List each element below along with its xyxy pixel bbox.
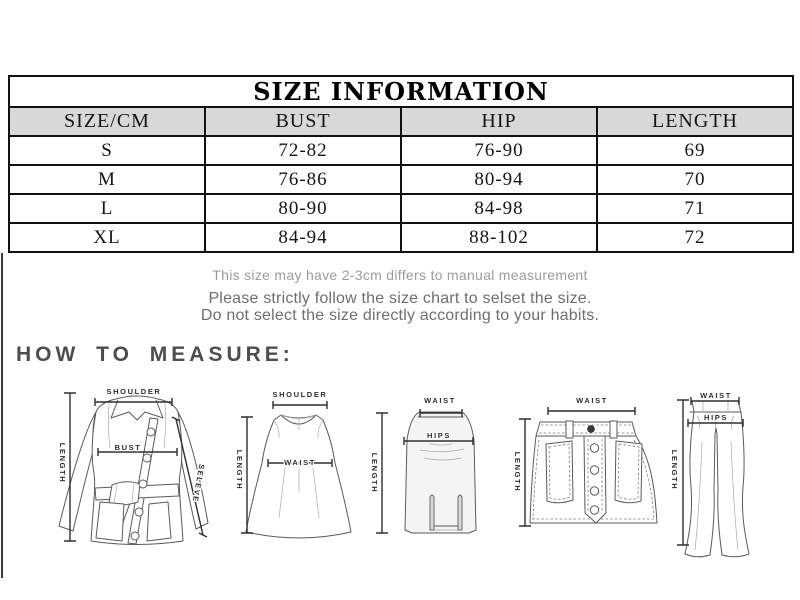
- cell-bust: 76-86: [205, 165, 401, 194]
- size-table-title-row: [9, 76, 793, 107]
- cell-hip: 88-102: [401, 223, 597, 252]
- col-header-bust: BUST: [205, 107, 401, 136]
- cell-length: 70: [597, 165, 793, 194]
- miniskirt-waist-measure-line: [548, 407, 635, 415]
- col-header-size-cm: SIZE/CM: [9, 107, 205, 136]
- table-row-m: [9, 165, 793, 194]
- cell-hip: 80-94: [401, 165, 597, 194]
- size-chart-table: [8, 75, 794, 253]
- cell-length: 72: [597, 223, 793, 252]
- mini-skirt-sketch: [513, 396, 657, 526]
- cell-bust: 80-90: [205, 194, 401, 223]
- measurement-notes: [0, 267, 800, 324]
- size-table-header-row: [9, 107, 793, 136]
- jacket-sketch: [58, 387, 208, 545]
- skirt-length-label: LENGTH: [370, 452, 379, 494]
- jacket-sleeve-label: SELEVE: [190, 463, 207, 504]
- note-line-3: Do not select the size directly according to your habits.: [200, 307, 600, 324]
- pants-hips-label: HIPS: [704, 413, 728, 422]
- how-to-measure-heading: HOW TO MEASURE:: [16, 343, 294, 366]
- dress-shoulder-measure-line: [273, 401, 327, 409]
- skirt-hips-label: HIPS: [427, 431, 451, 440]
- jacket-bust-label: BUST: [114, 443, 142, 452]
- cell-length: 69: [597, 136, 793, 165]
- dress-shoulder-label: SHOULDER: [272, 390, 328, 399]
- cell-length: 71: [597, 194, 793, 223]
- miniskirt-length-label: LENGTH: [513, 451, 522, 493]
- cell-hip: 76-90: [401, 136, 597, 165]
- skirt-waist-label: WAIST: [424, 396, 456, 405]
- dress-waist-label: WAIST: [284, 458, 316, 467]
- pants-length-label: LENGTH: [670, 449, 679, 491]
- table-row-xl: [9, 223, 793, 252]
- pencil-skirt-sketch: [370, 396, 476, 533]
- jacket-shoulder-label: SHOULDER: [106, 387, 162, 396]
- note-line-2: Please strictly follow the size chart to selset the size.: [208, 290, 592, 307]
- cell-size: XL: [9, 223, 205, 252]
- dress-length-label: LENGTH: [235, 449, 244, 491]
- size-table-title: SIZE INFORMATION: [9, 76, 793, 107]
- pants-waist-label: WAIST: [700, 391, 732, 400]
- cell-size: S: [9, 136, 205, 165]
- cell-size: M: [9, 165, 205, 194]
- miniskirt-waist-label: WAIST: [576, 396, 608, 405]
- cell-hip: 84-98: [401, 194, 597, 223]
- pants-sketch: [670, 391, 749, 557]
- note-line-1: This size may have 2-3cm differs to manual measurement: [212, 267, 588, 283]
- dress-sketch: [235, 390, 351, 538]
- jacket-length-label: LENGTH: [58, 442, 67, 484]
- cell-bust: 84-94: [205, 223, 401, 252]
- table-row-l: [9, 194, 793, 223]
- cell-bust: 72-82: [205, 136, 401, 165]
- col-header-hip: HIP: [401, 107, 597, 136]
- how-to-measure-diagrams: [0, 372, 800, 594]
- col-header-length: LENGTH: [597, 107, 793, 136]
- cell-size: L: [9, 194, 205, 223]
- table-row-s: [9, 136, 793, 165]
